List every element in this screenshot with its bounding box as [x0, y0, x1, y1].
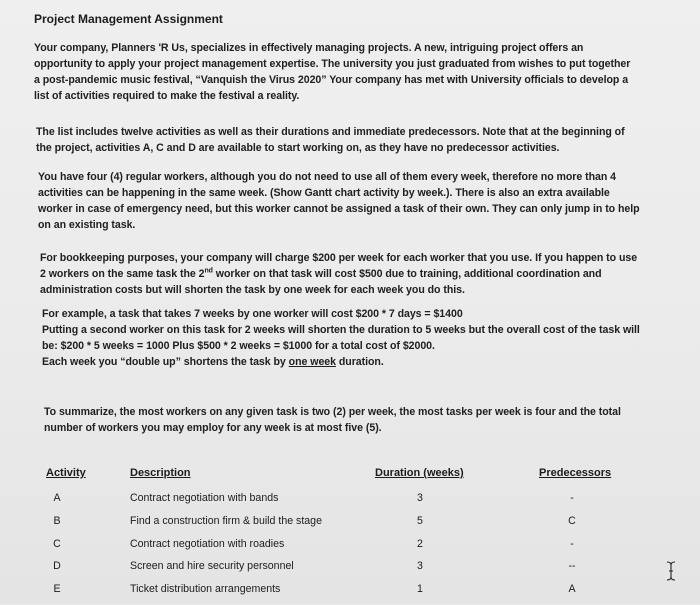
- text-line: Putting a second worker on this task for 2 weeks will shorten the duration to 5 weeks but the overall cost of the task will: [42, 324, 640, 336]
- cell-duration: 1: [417, 583, 423, 595]
- text-line: the project, activities A, C and D are available to start working on, as they have no predecessor activities.: [36, 142, 560, 154]
- text-line: number of workers you may employ for any week is at most five (5).: [44, 422, 382, 434]
- cell-duration: 5: [417, 515, 423, 527]
- text-line: To summarize, the most workers on any given task is two (2) per week, the most tasks per week is four and the total: [44, 406, 621, 418]
- table-row: [0, 538, 700, 560]
- text-line: opportunity to apply your project management expertise. The university you just graduated from wishes to put together: [34, 58, 631, 70]
- table-row: [0, 515, 700, 537]
- cell-duration: 3: [417, 560, 423, 572]
- header-description: Description: [130, 467, 191, 479]
- text-line: list of activities required to make the festival a reality.: [34, 90, 300, 102]
- text-line: Each week you “double up” shortens the task by one week duration.: [42, 356, 384, 368]
- text-line: on an existing task.: [38, 219, 136, 231]
- cell-predecessors: -: [570, 492, 574, 504]
- cell-predecessors: -: [570, 538, 574, 550]
- workers-paragraph: [38, 169, 640, 233]
- text-line: For example, a task that takes 7 weeks by one worker will cost $200 * 7 days = $1400: [42, 308, 463, 320]
- summary-paragraph: [44, 404, 621, 436]
- text-line: worker in case of emergency need, but this worker cannot be assigned a task of their own. They can only jump in to help: [38, 203, 640, 215]
- text-line: a post-pandemic music festival, “Vanquish the Virus 2020” Your company has met with University officials to develop a: [34, 74, 629, 86]
- text-line: The list includes twelve activities as well as their durations and immediate predecessors. Note that at the beginning of: [36, 126, 625, 138]
- text-cursor-icon: [666, 561, 676, 581]
- cell-description: Contract negotiation with roadies: [130, 538, 285, 550]
- cell-description: Contract negotiation with bands: [130, 492, 279, 504]
- header-predecessors: Predecessors: [539, 467, 612, 479]
- example-paragraph: [42, 306, 640, 370]
- activities-paragraph: [36, 124, 625, 156]
- cell-predecessors: A: [568, 583, 576, 595]
- cell-predecessors: --: [568, 560, 576, 572]
- text-line: You have four (4) regular workers, although you do not need to use all of them every week, therefore no more than 4: [38, 171, 616, 183]
- table-row: [0, 560, 700, 582]
- cell-duration: 2: [417, 538, 423, 550]
- text-line: be: $200 * 5 weeks = 1000 Plus $500 * 2 weeks = $1000 for a total cost of $2000.: [42, 340, 435, 352]
- cell-activity: A: [53, 492, 61, 504]
- text-line: activities can be happening in the same week. (Show Gantt chart activity by week.). There is also an extra available: [38, 187, 610, 199]
- cell-activity: E: [53, 583, 61, 595]
- document-title: Project Management Assignment: [34, 12, 223, 26]
- cell-activity: B: [53, 515, 61, 527]
- table-row: [0, 583, 700, 605]
- header-duration: Duration (weeks): [375, 467, 464, 479]
- cell-description: Find a construction firm & build the stage: [130, 515, 322, 527]
- cell-description: Screen and hire security personnel: [130, 560, 294, 572]
- text-line: For bookkeeping purposes, your company will charge $200 per week for each worker that you use. If you happen to use: [40, 252, 638, 264]
- table-row: [0, 492, 700, 514]
- text-line: administration costs but will shorten the task by one week for each week you do this.: [40, 284, 465, 296]
- bookkeeping-paragraph: [40, 250, 637, 298]
- cell-predecessors: C: [568, 515, 576, 527]
- intro-paragraph: [34, 40, 630, 104]
- cell-activity: C: [53, 538, 61, 550]
- cell-duration: 3: [417, 492, 423, 504]
- cell-activity: D: [53, 560, 61, 572]
- header-activity: Activity: [46, 467, 86, 479]
- cell-description: Ticket distribution arrangements: [130, 583, 281, 595]
- text-line: Your company, Planners 'R Us, specializes in effectively managing projects. A new, intriguing project offers an: [34, 42, 584, 54]
- text-line: 2 workers on the same task the 2nd worker on that task will cost $500 due to training, additional coordination and: [40, 267, 602, 280]
